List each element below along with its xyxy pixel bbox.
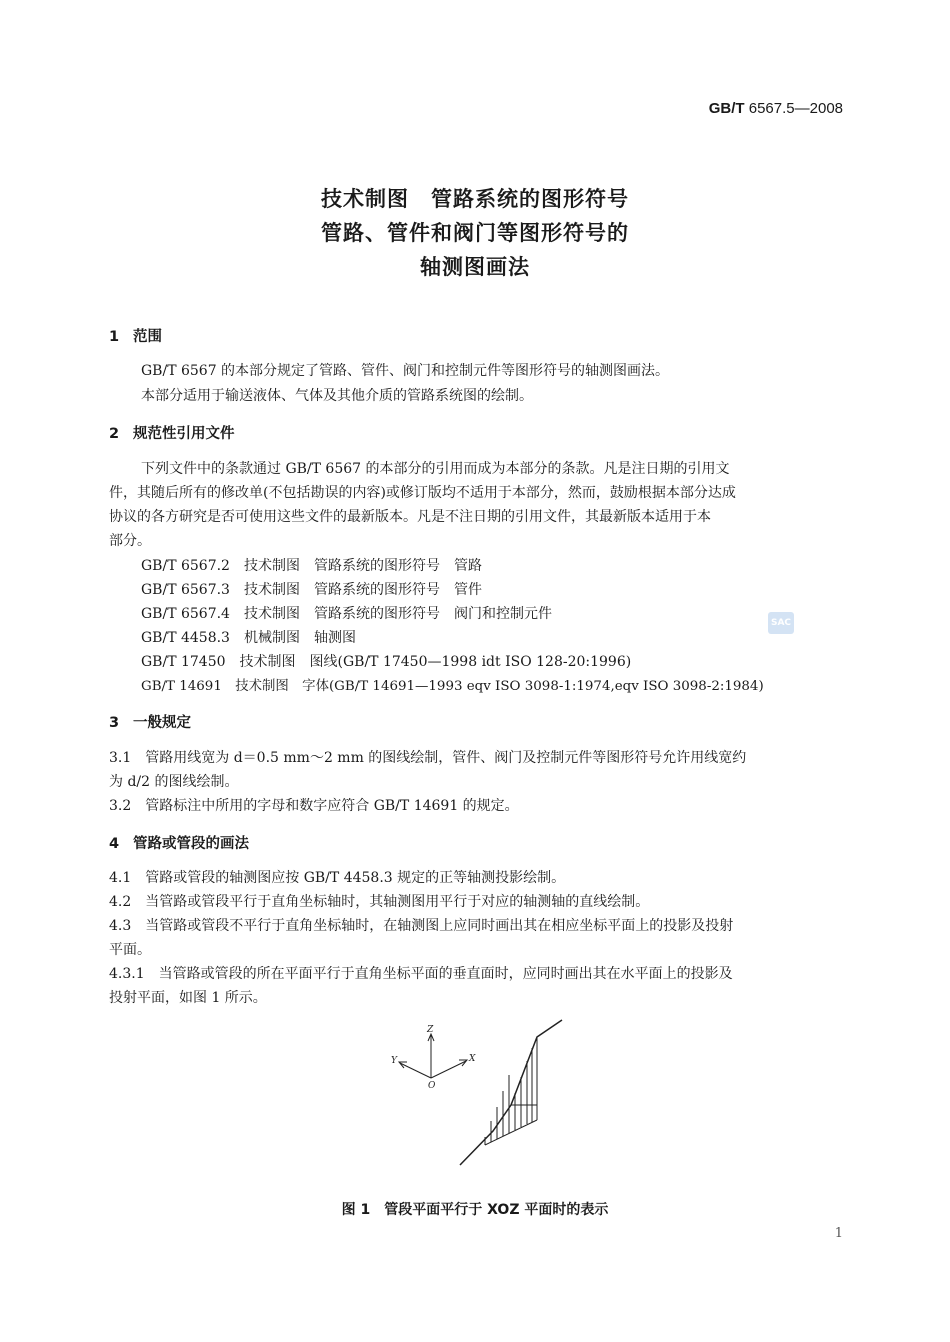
axis-z-label: Z bbox=[427, 1025, 434, 1035]
reference-item: GB/T 6567.4 技术制图 管路系统的图形符号 阀门和控制元件 bbox=[141, 606, 552, 622]
section-1-para-2: 本部分适用于输送液体、气体及其他介质的管路系统图的绘制。 bbox=[141, 388, 533, 404]
section-2-line-1: 下列文件中的条款通过 GB/T 6567 的本部分的引用而成为本部分的条款。凡是注日期的引用文 bbox=[141, 461, 730, 477]
section-1-heading: 1 范围 bbox=[109, 329, 162, 345]
projection-base bbox=[485, 1120, 537, 1145]
reference-item: GB/T 6567.2 技术制图 管路系统的图形符号 管路 bbox=[141, 558, 482, 574]
title-line-2: 管路、管件和阀门等图形符号的 bbox=[321, 221, 629, 245]
origin-label: O bbox=[428, 1081, 436, 1091]
y-axis bbox=[400, 1063, 431, 1078]
page-number: 1 bbox=[834, 1226, 843, 1241]
title-line-3: 轴测图画法 bbox=[420, 255, 530, 279]
section-2-heading: 2 规范性引用文件 bbox=[109, 426, 235, 442]
title-line-1: 技术制图 管路系统的图形符号 bbox=[321, 187, 629, 211]
x-axis bbox=[431, 1061, 466, 1078]
section-3-heading: 3 一般规定 bbox=[109, 715, 191, 731]
section-4-heading: 4 管路或管段的画法 bbox=[109, 836, 249, 852]
axis-y-label: Y bbox=[391, 1056, 397, 1066]
section-2-line-4: 部分。 bbox=[109, 533, 151, 549]
figure-1-diagram bbox=[380, 1015, 580, 1175]
clause-4-3-1-line-2: 投射平面，如图 1 所示。 bbox=[109, 990, 267, 1006]
section-2-line-2: 件，其随后所有的修改单(不包括勘误的内容)或修订版均不适用于本部分，然而，鼓励根据本部分达成 bbox=[109, 485, 736, 501]
section-1-para-1: GB/T 6567 的本部分规定了管路、管件、阀门和控制元件等图形符号的轴测图画法。 bbox=[141, 363, 670, 379]
sac-watermark: SAC bbox=[768, 612, 794, 634]
clause-4-1: 4.1 管路或管段的轴测图应按 GB/T 4458.3 规定的正等轴测投影绘制。 bbox=[109, 870, 566, 886]
clause-4-3-line-1: 4.3 当管路或管段不平行于直角坐标轴时，在轴测图上应同时画出其在相应坐标平面上的投影及投射 bbox=[109, 918, 734, 934]
clause-4-3-1-line-1: 4.3.1 当管路或管段的所在平面平行于直角坐标平面的垂直面时，应同时画出其在水平面上的投影及 bbox=[109, 966, 733, 982]
clause-4-2: 4.2 当管路或管段平行于直角坐标轴时，其轴测图用平行于对应的轴测轴的直线绘制。 bbox=[109, 894, 650, 910]
figure-1-caption: 图 1 管段平面平行于 XOZ 平面时的表示 bbox=[341, 1202, 609, 1218]
clause-3-2: 3.2 管路标注中所用的字母和数字应符合 GB/T 14691 的规定。 bbox=[109, 798, 519, 814]
clause-3-1-line-1: 3.1 管路用线宽为 d＝0.5 mm～2 mm 的图线绘制，管件、阀门及控制元件等图形符号允许用线宽约 bbox=[109, 750, 747, 766]
reference-item: GB/T 4458.3 机械制图 轴测图 bbox=[141, 630, 356, 646]
section-2-line-3: 协议的各方研究是否可使用这些文件的最新版本。凡是不注日期的引用文件，其最新版本适用于本 bbox=[109, 509, 711, 525]
reference-item: GB/T 6567.3 技术制图 管路系统的图形符号 管件 bbox=[141, 582, 482, 598]
reference-item: GB/T 17450 技术制图 图线(GB/T 17450—1998 idt ISO 128-20:1996) bbox=[141, 654, 632, 670]
pipe-segment bbox=[460, 1020, 562, 1165]
axis-x-label: X bbox=[469, 1054, 476, 1064]
clause-4-3-line-2: 平面。 bbox=[109, 942, 151, 958]
standard-number: GB/T 6567.5—2008 bbox=[708, 100, 843, 117]
reference-item: GB/T 14691 技术制图 字体(GB/T 14691—1993 eqv ISO 3098-1:1974,eqv ISO 3098-2:1984) bbox=[141, 679, 764, 694]
clause-3-1-line-2: 为 d/2 的图线绘制。 bbox=[109, 774, 239, 790]
